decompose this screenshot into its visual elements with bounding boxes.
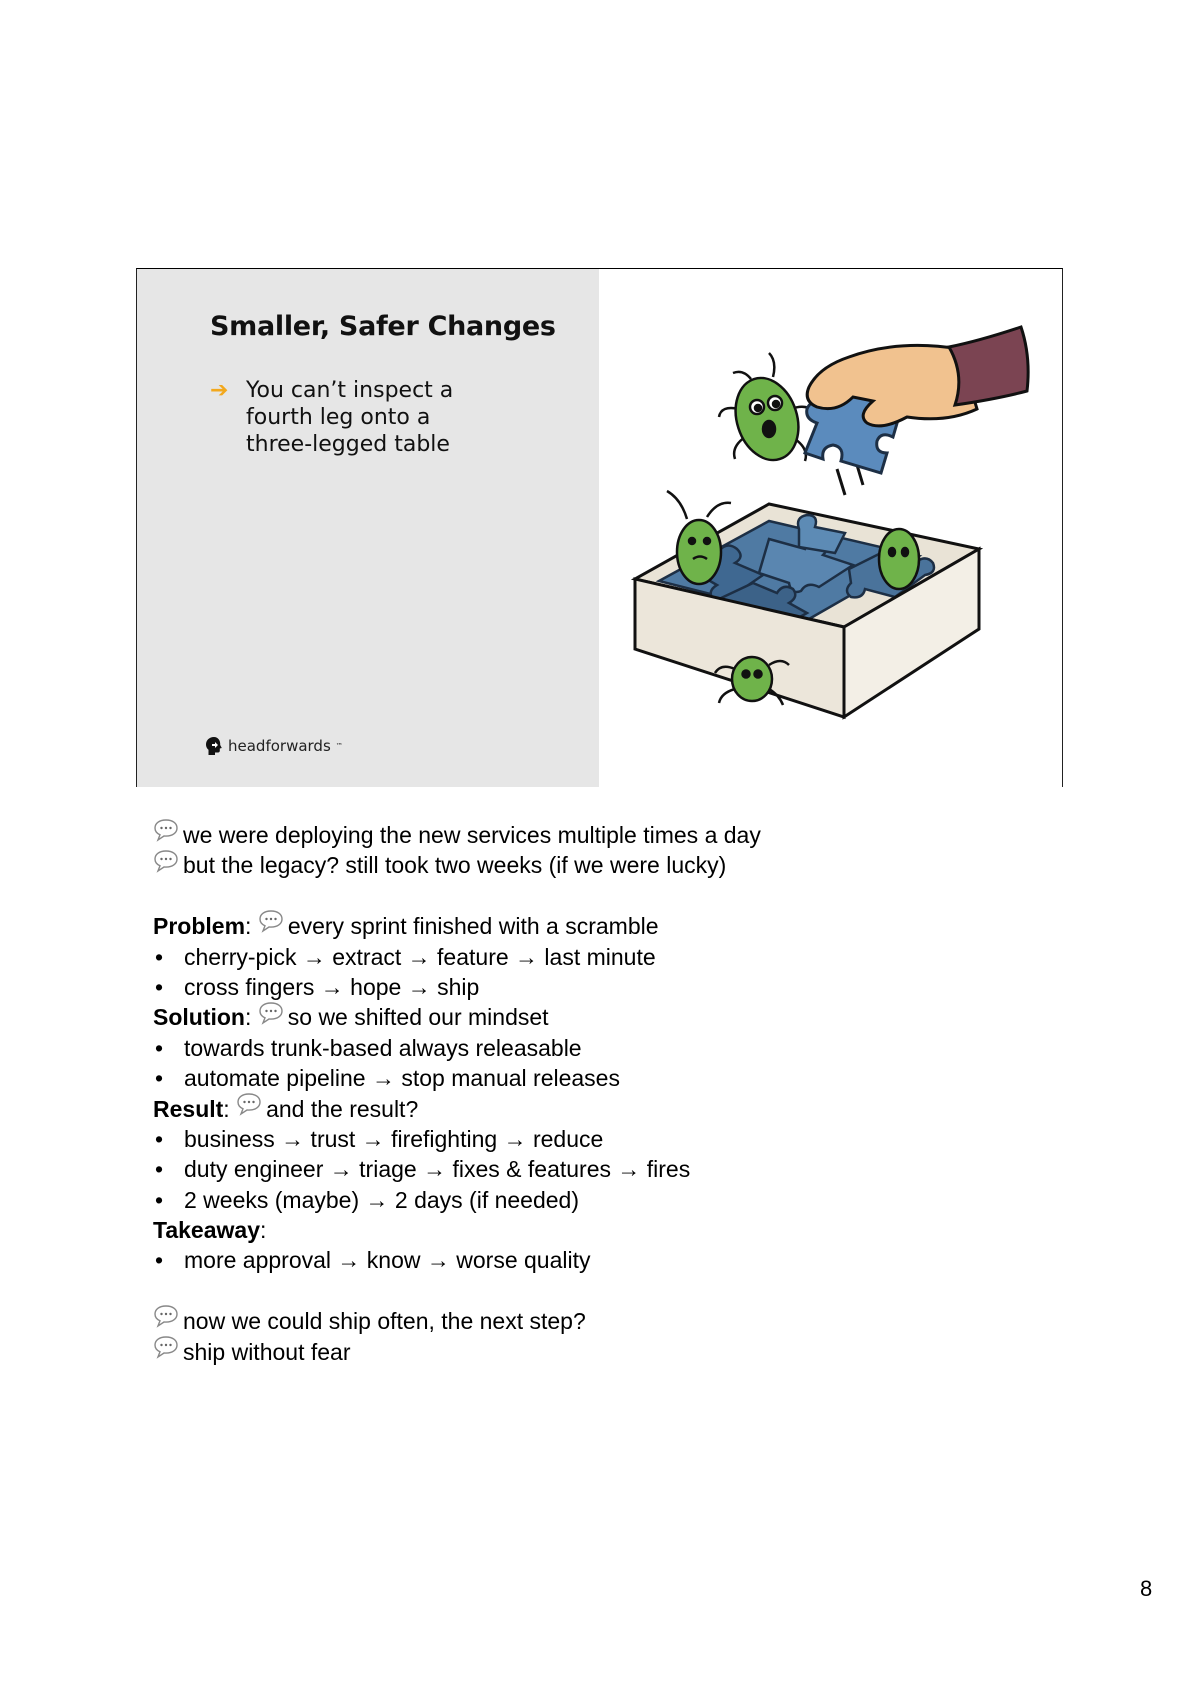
speech-bubble-icon <box>236 1092 262 1116</box>
note-line <box>153 820 1053 850</box>
note-text: now we could ship often, the next step? <box>183 1308 586 1335</box>
section-label: Takeaway <box>153 1217 260 1244</box>
speech-bubble-icon <box>153 818 179 842</box>
list-item: • cherry-pick → extract → feature → last minute <box>153 942 1053 972</box>
list-item-text: business → trust → firefighting → reduce <box>184 1125 604 1152</box>
arrow-bullet-icon: ➔ <box>210 378 229 403</box>
list-item-text: towards trunk-based always releasable <box>184 1034 582 1061</box>
slide-bullet <box>210 377 470 458</box>
list-item-text: duty engineer → triage → fixes & features → fires <box>184 1156 691 1183</box>
head-logo-icon <box>205 736 223 756</box>
page-number: 8 <box>1140 1576 1153 1601</box>
slide-thumbnail <box>136 268 1063 787</box>
note-text: we were deploying the new services multiple times a day <box>183 822 761 848</box>
list-item: • automate pipeline → stop manual releases <box>153 1063 1053 1093</box>
speech-bubble-icon <box>153 849 179 873</box>
speech-bubble-icon <box>153 1335 179 1359</box>
list-item: • towards trunk-based always releasable <box>153 1033 1053 1063</box>
section-label: Result <box>153 1095 224 1122</box>
section-heading-solution: Solution : so we shifted our mindset <box>153 1002 1053 1032</box>
slide-text-panel <box>137 269 599 787</box>
note-text: ship without fear <box>183 1338 351 1365</box>
list-item-text: cross fingers → hope → ship <box>184 973 480 1000</box>
section-comment: so we shifted our mindset <box>287 1004 549 1031</box>
list-item: • duty engineer → triage → fixes & features → fires <box>153 1154 1053 1184</box>
list-item-text: cherry-pick → extract → feature → last minute <box>184 943 656 970</box>
list-item-text: 2 weeks (maybe) → 2 days (if needed) <box>184 1186 580 1213</box>
section-comment: and the result? <box>266 1095 419 1122</box>
logo-text: headforwards <box>228 737 331 755</box>
sleeve <box>949 327 1028 405</box>
section-heading-problem: Problem : every sprint finished with a scramble <box>153 911 1053 941</box>
list-item-text: automate pipeline → stop manual releases <box>184 1065 620 1092</box>
speaker-notes <box>153 820 1053 1367</box>
speech-bubble-icon <box>153 1304 179 1328</box>
section-label: Solution <box>153 1004 245 1031</box>
list-item: • cross fingers → hope → ship <box>153 972 1053 1002</box>
list-item: • business → trust → firefighting → reduce <box>153 1124 1053 1154</box>
slide-bullet-text: You can’t inspect a fourth leg onto a three-legged table <box>246 378 454 457</box>
speech-bubble-icon <box>258 909 284 933</box>
headforwards-logo <box>205 736 343 756</box>
bug-right <box>879 529 919 589</box>
logo-trademark: ™ <box>335 742 343 750</box>
note-line <box>153 850 1053 880</box>
puzzle-box-illustration <box>599 269 1062 787</box>
section-heading-result: Result : and the result? <box>153 1094 1053 1124</box>
section-label: Problem <box>153 913 246 940</box>
list-item: • 2 weeks (maybe) → 2 days (if needed) <box>153 1185 1053 1215</box>
bug-jumping <box>719 353 815 468</box>
list-item-text: more approval → know → worse quality <box>184 1247 591 1274</box>
speech-bubble-icon <box>258 1001 284 1025</box>
section-heading-takeaway: Takeaway : <box>153 1215 1053 1245</box>
list-item: • more approval → know → worse quality <box>153 1245 1053 1275</box>
slide-title: Smaller, Safer Changes <box>210 311 556 342</box>
note-line <box>153 1337 1053 1367</box>
note-line <box>153 1306 1053 1336</box>
note-text: but the legacy? still took two weeks (if we were lucky) <box>183 852 727 879</box>
section-comment: every sprint finished with a scramble <box>287 913 659 940</box>
motion-lines <box>837 465 863 495</box>
